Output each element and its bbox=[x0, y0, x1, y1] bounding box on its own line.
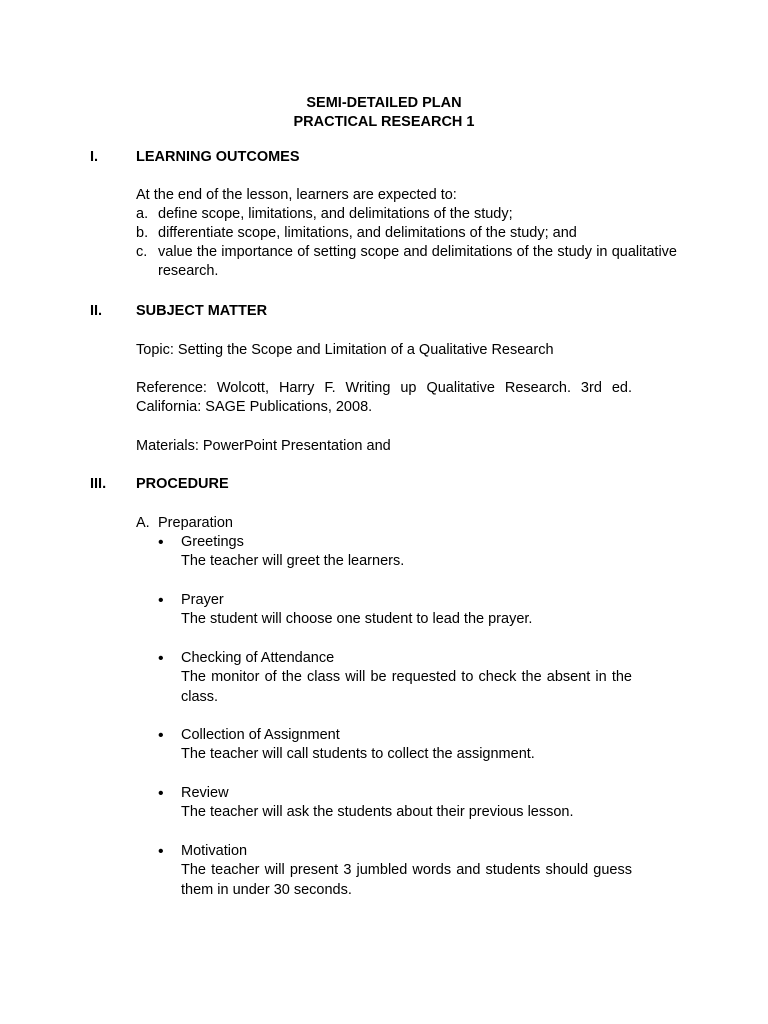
subject-topic: Topic: Setting the Scope and Limitation of a Qualitative Research bbox=[136, 342, 554, 358]
bullet-icon: • bbox=[158, 843, 164, 860]
procedure-step bbox=[158, 784, 632, 823]
step-description: The teacher will present 3 jumbled words and students should guess them in under 30 seconds. bbox=[181, 862, 632, 898]
section-number: III. bbox=[90, 476, 107, 492]
learning-outcomes-intro: At the end of the lesson, learners are expected to: bbox=[136, 187, 457, 203]
step-title: Checking of Attendance bbox=[181, 650, 335, 666]
step-description: The teacher will ask the students about their previous lesson. bbox=[181, 804, 574, 821]
list-item-text: define scope, limitations, and delimitations of the study; bbox=[158, 206, 513, 222]
list-item bbox=[136, 224, 677, 243]
list-marker: b. bbox=[136, 225, 149, 241]
step-description: The teacher will call students to collect the assignment. bbox=[181, 746, 535, 763]
step-title: Collection of Assignment bbox=[181, 727, 340, 743]
step-title: Greetings bbox=[181, 534, 244, 550]
procedure-step bbox=[158, 842, 632, 900]
bullet-icon: • bbox=[158, 534, 164, 551]
section-heading-learning-outcomes: LEARNING OUTCOMES bbox=[136, 149, 300, 165]
procedure-part-heading bbox=[136, 514, 233, 533]
procedure-step bbox=[158, 649, 632, 707]
list-marker: a. bbox=[136, 206, 149, 222]
bullet-icon: • bbox=[158, 592, 164, 609]
section-number: I. bbox=[90, 149, 99, 165]
step-description: The monitor of the class will be requested to check the absent in the class. bbox=[181, 669, 632, 705]
subject-reference: Reference: Wolcott, Harry F. Writing up Qualitative Research. 3rd ed. California: SAGE Publications, 2008. bbox=[136, 380, 632, 416]
procedure-step bbox=[158, 726, 632, 765]
list-marker: c. bbox=[136, 244, 148, 260]
step-description: The student will choose one student to lead the prayer. bbox=[181, 611, 533, 628]
list-item-text: differentiate scope, limitations, and delimitations of the study; and bbox=[158, 225, 577, 241]
step-title: Prayer bbox=[181, 592, 224, 608]
subject-materials: Materials: PowerPoint Presentation and bbox=[136, 438, 391, 454]
section-heading-procedure: PROCEDURE bbox=[136, 476, 229, 492]
step-title: Review bbox=[181, 785, 229, 801]
step-title: Motivation bbox=[181, 843, 248, 859]
procedure-step bbox=[158, 533, 632, 572]
list-item bbox=[136, 205, 677, 224]
procedure-step bbox=[158, 591, 632, 630]
section-number: II. bbox=[90, 303, 103, 319]
bullet-icon: • bbox=[158, 650, 164, 667]
bullet-icon: • bbox=[158, 727, 164, 744]
step-description: The teacher will greet the learners. bbox=[181, 553, 405, 570]
list-item-text: value the importance of setting scope and delimitations of the study in qualitative research. bbox=[158, 244, 677, 280]
part-marker: A. bbox=[136, 515, 150, 531]
document-subtitle: PRACTICAL RESEARCH 1 bbox=[293, 114, 475, 130]
part-title: Preparation bbox=[158, 515, 233, 531]
bullet-icon: • bbox=[158, 785, 164, 802]
list-item bbox=[136, 243, 677, 282]
section-heading-subject-matter: SUBJECT MATTER bbox=[136, 303, 268, 319]
document-title: SEMI-DETAILED PLAN bbox=[306, 95, 462, 111]
